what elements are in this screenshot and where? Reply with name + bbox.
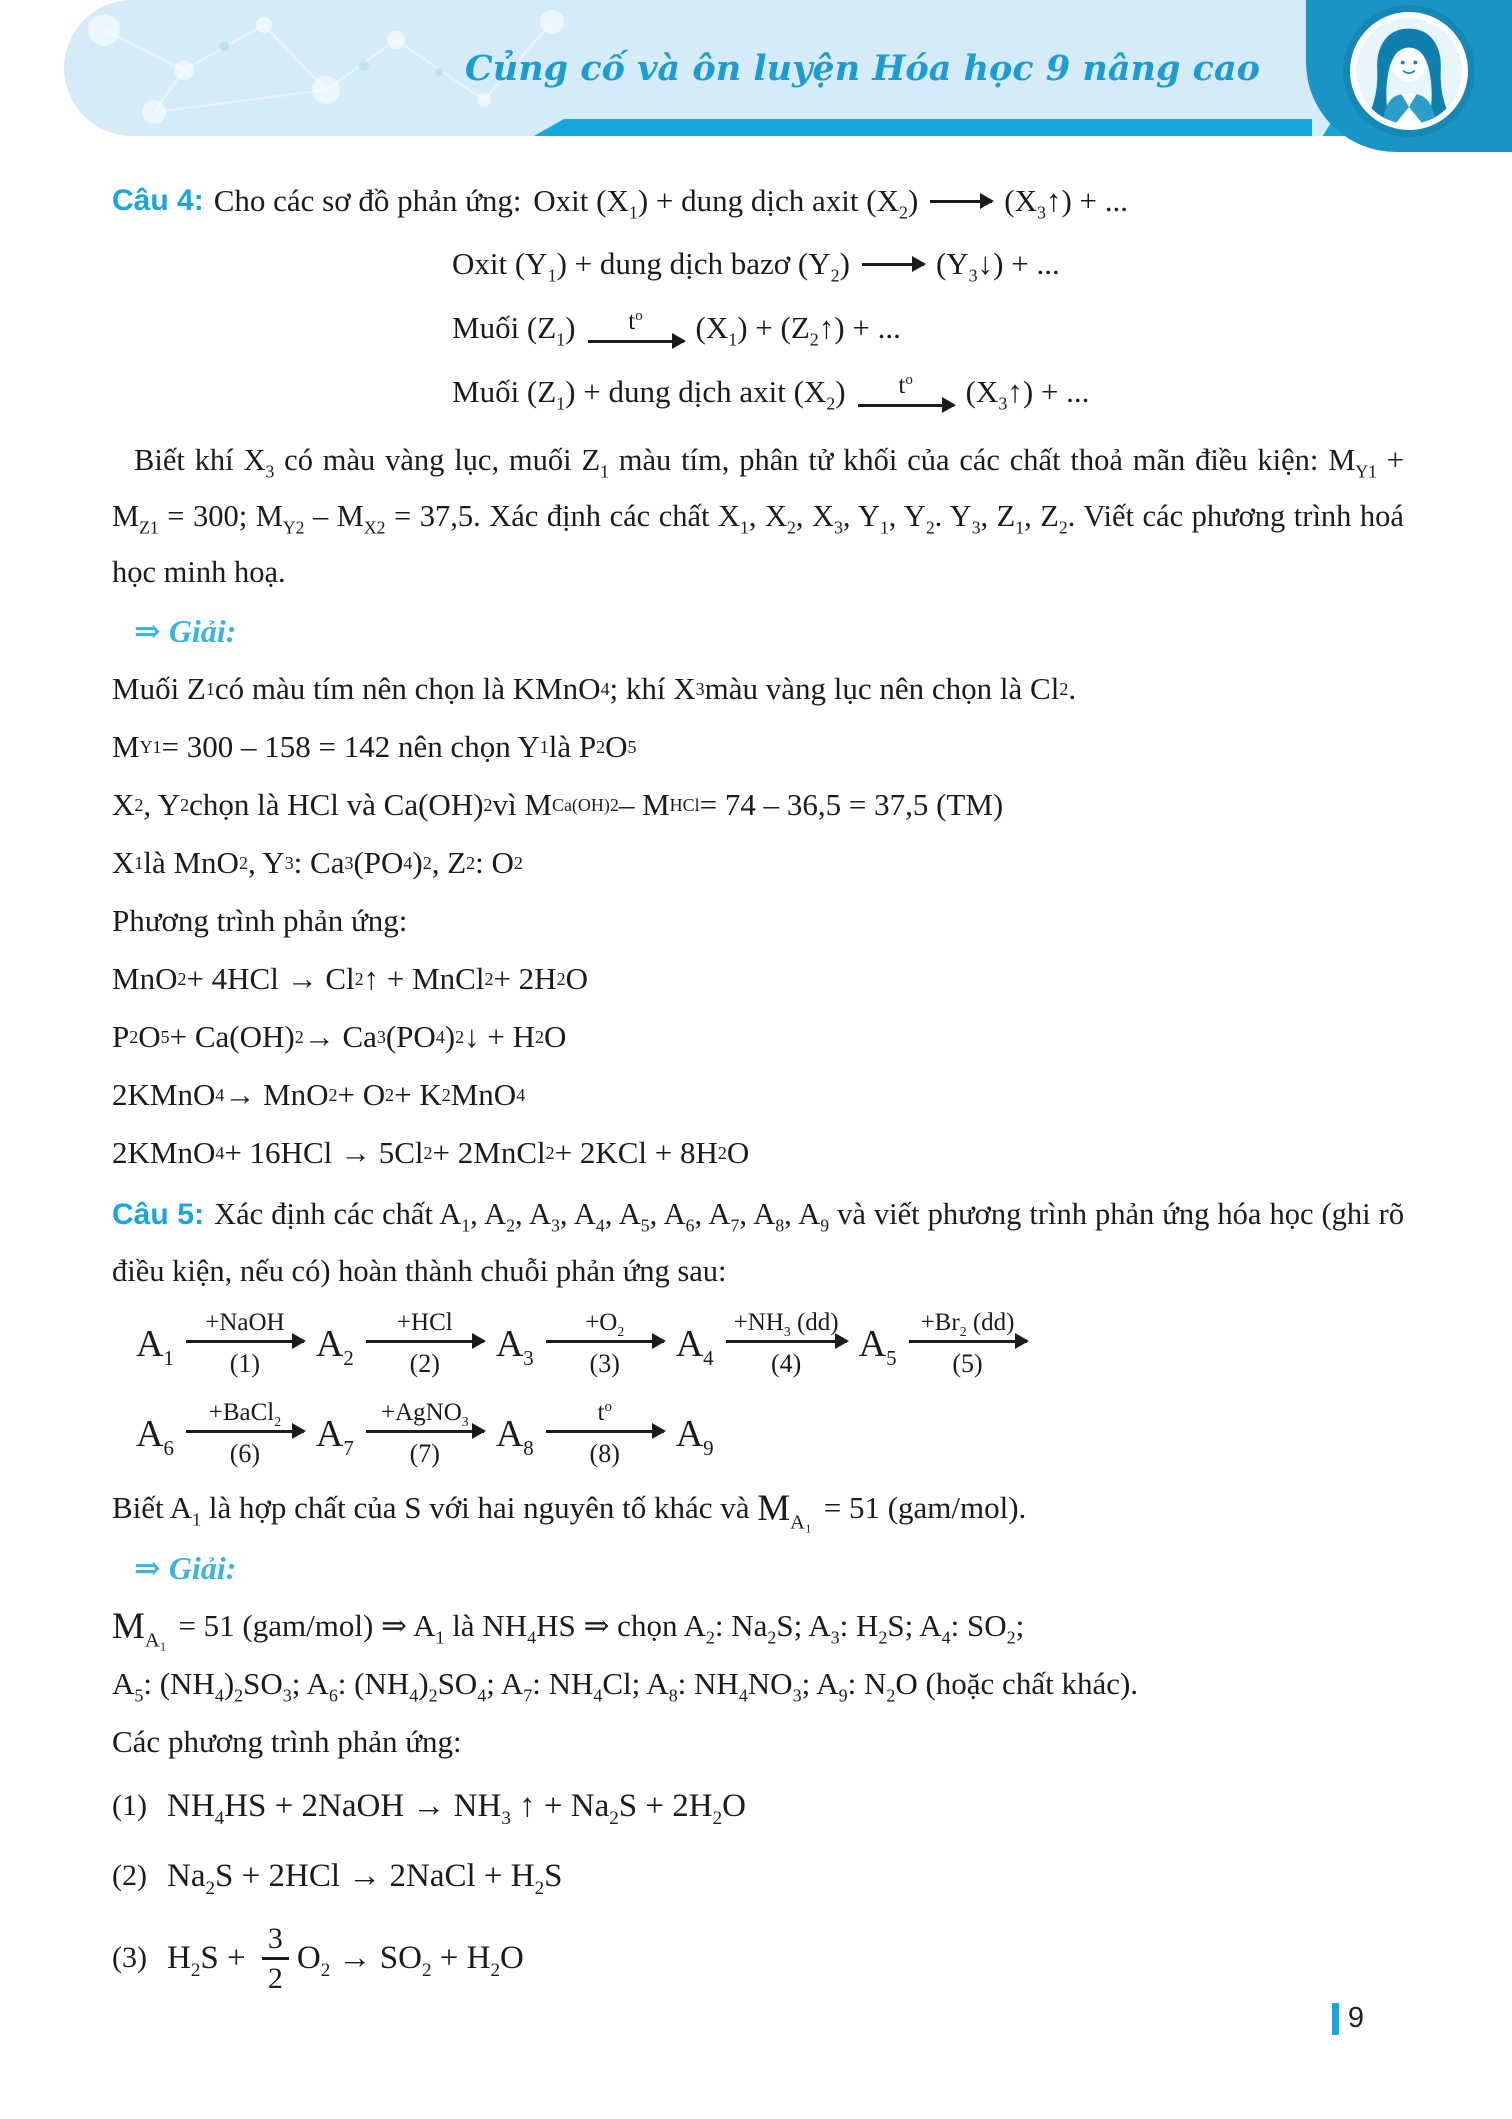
fraction: $\frac{3}{2}$ [262, 1922, 289, 1995]
rich-text: $A_7$ [315, 1413, 354, 1460]
reaction-arrow: +AgNO$_3$ (7) [366, 1400, 484, 1469]
cau4-heading-line [112, 170, 1404, 232]
rich-text: $A_4$ [675, 1323, 714, 1370]
header-underline-bar [534, 119, 1312, 136]
cau5-heading-paragraph [112, 1186, 1412, 1299]
cau4-intro: Cho các sơ đồ phản ứng: [213, 183, 530, 218]
teacher-illustration [1356, 18, 1462, 124]
reaction-arrow [930, 196, 992, 207]
rich-text: $A_8$ [495, 1413, 534, 1460]
page-number-value: 9 [1347, 2002, 1364, 2034]
equation-line: 2KMnO 4 → MnO 2 + O 2 + K 2 MnO 4 [112, 1077, 526, 1112]
reaction-arrow: +HCl (2) [366, 1310, 484, 1379]
cau5-intro: Xác định các chất $A_1$, $A_2$, $A_3$, $A_4$, $A_5$, $A_6$, $A_7$, $A_8$, $A_9$ và viết phương trình phản ứng hóa học (ghi rõ điều kiện, nếu có) hoàn thành chuỗi phản ứng sau: [112, 1197, 1412, 1288]
arrow-shaft [726, 1340, 847, 1343]
rich-text: $A_2$ [315, 1323, 354, 1370]
reaction-arrow: $+NH_3$ (dd) (4) [726, 1310, 847, 1379]
rich-text: Biết $A_1$ là hợp chất của S với hai nguyên tố khác và [112, 1490, 758, 1530]
reaction-chain-row-2 [136, 1389, 1404, 1479]
reaction-arrow: $t^o$ (8) [546, 1400, 664, 1469]
rich-text: $(X_3↑)$ + ... [1004, 183, 1129, 223]
solution-line: X 2 , Y 2 chọn là HCl và Ca(OH) 2 vì M Ca(OH)2 – M HCl = 74 – 36,5 = 37,5 (TM) [112, 787, 1004, 822]
book-title: Củng cố và ôn luyện Hóa học 9 nâng cao [464, 48, 1260, 89]
arrow-shaft [186, 1430, 304, 1433]
arrow-shaft [858, 404, 954, 407]
header-ribbon [1306, 0, 1512, 152]
cau4-scheme-line-4 [112, 360, 1404, 424]
rich-text: $A_6$ [136, 1413, 174, 1460]
cau4-scheme-line-3 [112, 296, 1404, 360]
equation-number: (3) [112, 1941, 147, 1974]
solution-line: Muối Z 1 có màu tím nên chọn là KMnO 4 ; khí X 3 màu vàng lục nên chọn là Cl 2 . [112, 671, 1077, 706]
equation-line [112, 1771, 1404, 1841]
solution-line [112, 1655, 1138, 1713]
rich-text: Muối $(Z_1)$ + dung dịch axit $(X_2)$ [452, 374, 846, 414]
rich-text: Oxit $(X_1)$ + dung dịch axit $(X_2)$ [533, 183, 919, 223]
equation-number: (2) [112, 1859, 147, 1892]
equation-line [112, 1911, 1404, 2005]
arrow-shaft [366, 1430, 484, 1433]
arrow-shaft [546, 1430, 664, 1433]
rich-text: $(X_3↑)$ + ... [965, 374, 1090, 414]
rich-text: $A_9$ [675, 1413, 714, 1460]
page-number-bar [1332, 2003, 1339, 2035]
arrow-shaft [862, 263, 924, 266]
equation-body [166, 1787, 746, 1829]
equation-number: (1) [112, 1789, 147, 1822]
rich-text: $A_5$: $(NH_4)_2SO_3$; $A_6$: $(NH_4)_2SO_4$; $A_7$: $NH_4Cl$; $A_8$: $NH_4NO_3$; $A_9$: $N_2O$ (hoặc chất khác). [112, 1666, 1139, 1706]
solution-line: Phương trình phản ứng: [112, 903, 408, 938]
rich-text: Oxit $(Y_1)$ + dung dịch bazơ $(Y_2)$ [452, 246, 850, 286]
solution-line: M Y1 = 300 – 158 = 142 nên chọn Y 1 là P 2 O 5 [112, 729, 637, 764]
equations-heading: Các phương trình phản ứng: [112, 1724, 462, 1759]
arrow-shaft [930, 200, 992, 203]
reaction-arrow: $t^o$ [588, 309, 684, 346]
rich-text: Muối $(Z_1)$ [452, 310, 576, 350]
rich-text: $O_2 \to SO_2 + H_2O$ [296, 1939, 524, 1981]
equation-line: 2KMnO 4 + 16HCl → 5Cl 2 + 2MnCl 2 + 2KCl + 8H 2 O [112, 1135, 750, 1170]
cau5-giai-heading: ⇒ Giải: [134, 1550, 237, 1586]
math-symbol: $M_{A_1}$ [757, 1487, 812, 1534]
equation-body [167, 1922, 524, 1995]
header-band [64, 0, 1512, 136]
reaction-chain-row-1 [136, 1299, 1404, 1389]
reaction-arrow [862, 259, 924, 270]
rich-text: = 51 (gam/mol) ⇒ $A_1$ là $NH_4HS$ ⇒ chọn $A_2$: $Na_2S$; $A_3$: $H_2S$; $A_4$: $SO_2$; [170, 1608, 1025, 1648]
rich-text: $A_1$ [136, 1323, 174, 1370]
page-header [0, 0, 1512, 160]
rich-text: = 51 (gam/mol). [815, 1490, 1027, 1525]
rich-text: $(Y_3↓)$ + ... [935, 246, 1060, 286]
rich-text: $NH_4HS$ + 2NaOH → $NH_3$ ↑ + $Na_2S + 2H_2O$ [166, 1787, 746, 1829]
solution-line: X 1 là MnO 2 , Y 3 : Ca 3 (PO 4 ) 2 , Z 2 : O 2 [112, 845, 523, 880]
rich-text: $(X_1)$ + $(Z_2↑)$ + ... [695, 310, 901, 350]
cau4-label: Câu 4: [112, 184, 204, 217]
reaction-arrow: +BaCl$_2$ (6) [186, 1400, 304, 1469]
equation-line [112, 1841, 1404, 1911]
reaction-arrow: $+O_2$ (3) [546, 1310, 664, 1379]
page-number [1332, 2002, 1364, 2035]
reaction-arrow: $t^o$ [858, 373, 954, 410]
cau4-giai-heading: ⇒ Giải: [134, 613, 237, 649]
cau5-label: Câu 5: [112, 1198, 205, 1231]
rich-text: $A_3$ [495, 1323, 534, 1370]
arrow-shaft [186, 1340, 304, 1343]
rich-text: $H_2S$ + [166, 1939, 254, 1981]
page-content [112, 170, 1412, 2005]
cau4-scheme-line-2 [112, 232, 1404, 296]
rich-text: $A_5$ [858, 1323, 897, 1370]
reaction-arrow: $+Br_2$ (dd) (5) [909, 1310, 1027, 1379]
equation-line: P 2 O 5 + Ca(OH) 2 → Ca 3 (PO 4 ) 2 ↓ + H 2 O [112, 1019, 567, 1054]
cau4-scheme-line-1 [533, 183, 1129, 223]
reaction-arrow: +NaOH (1) [186, 1310, 304, 1379]
solution-line [112, 1597, 1024, 1655]
cau5-note-line [112, 1479, 1026, 1537]
cau4-given-paragraph: Biết khí $X_3$ có màu vàng lục, muối $Z_1$ màu tím, phân tử khối của các chất thoả mãn điều kiện: $M_{Y1} + M_{Z1} = 300$; $M_{Y2} - M_{X2} = 37,5$. Xác định các chất $X_1$, $X_2$, $X_3$, $Y_1$, $Y_2$. $Y_3$, $Z_1$, $Z_2$. Viết các phương trình hoá học minh hoạ. [112, 443, 1404, 589]
arrow-shaft [546, 1340, 664, 1343]
arrow-shaft [588, 340, 684, 343]
arrow-shaft [909, 1340, 1027, 1343]
math-symbol: $M_{A_1}$ [112, 1605, 167, 1652]
teacher-avatar [1350, 12, 1468, 130]
equation-line: MnO 2 + 4HCl → Cl 2 ↑ + MnCl 2 + 2H 2 O [112, 961, 588, 996]
arrow-shaft [366, 1340, 484, 1343]
equation-body [166, 1857, 563, 1899]
rich-text: $Na_2S + 2HCl$ → 2NaCl + $H_2S$ [166, 1857, 563, 1899]
